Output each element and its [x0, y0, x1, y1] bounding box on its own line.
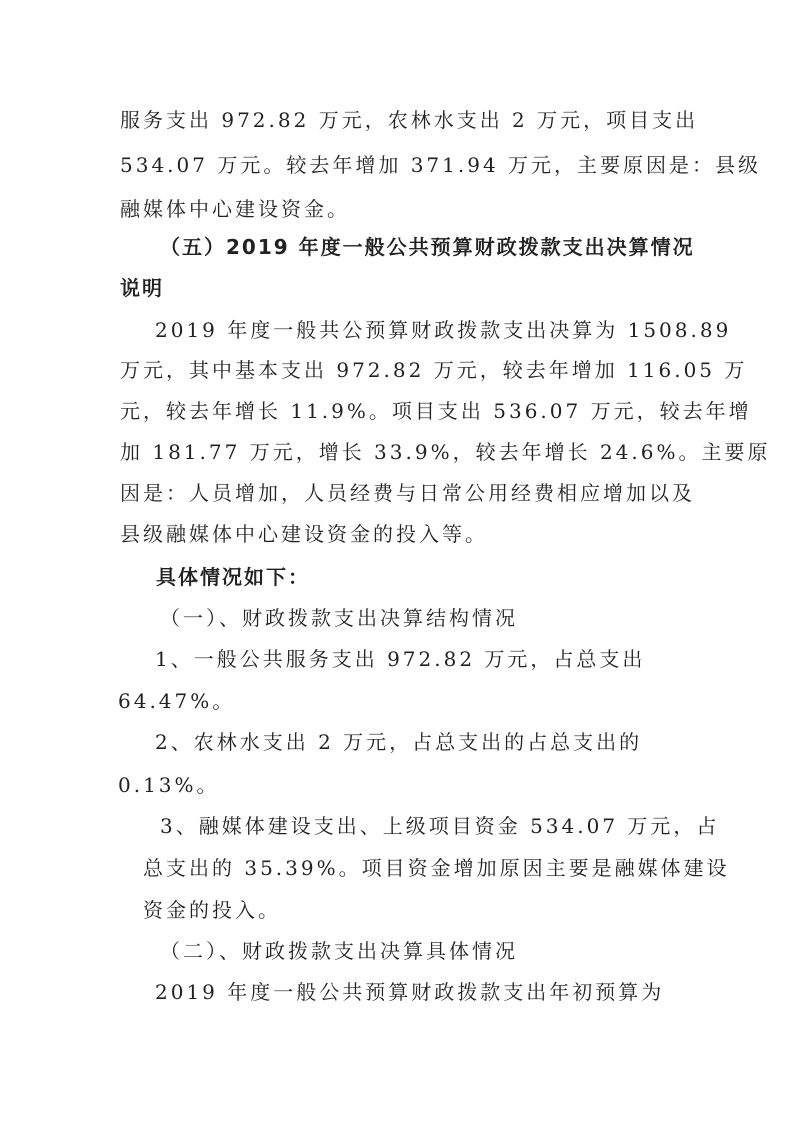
paragraph-line: 万元，其中基本支出 972.82 万元，较去年增加 116.05 万: [120, 358, 748, 382]
paragraph-line: 加 181.77 万元，增长 33.9%，较去年增长 24.6%。主要原: [120, 440, 771, 464]
list-item: 0.13%。: [118, 773, 220, 797]
paragraph-line: 县级融媒体中心建设资金的投入等。: [120, 522, 488, 546]
paragraph-line: （一）、财政拨款支出决算结构情况: [160, 606, 518, 630]
section-heading: 说明: [120, 276, 164, 300]
list-item: 3、融媒体建设支出、上级项目资金 534.07 万元，占: [160, 814, 720, 838]
list-item: 总支出的 35.39%。项目资金增加原因主要是融媒体建设: [143, 856, 730, 880]
paragraph-line: 2019 年度一般共公预算财政拨款支出决算为 1508.89: [155, 318, 732, 342]
paragraph-line: 融媒体中心建设资金。: [120, 197, 350, 221]
subheading: 具体情况如下：: [156, 565, 310, 589]
section-heading: （五）2019 年度一般公共预算财政拨款支出决算情况: [160, 235, 695, 259]
paragraph-line: 534.07 万元。较去年增加 371.94 万元，主要原因是：县级: [120, 153, 762, 177]
paragraph-line: 元，较去年增长 11.9%。项目支出 536.07 万元，较去年增: [120, 399, 752, 423]
paragraph-line: 2019 年度一般公共预算财政拨款支出年初预算为: [155, 980, 665, 1004]
list-item: 2、农林水支出 2 万元，占总支出的占总支出的: [155, 730, 643, 754]
list-item: 1、一般公共服务支出 972.82 万元，占总支出: [155, 647, 646, 671]
paragraph-line: （二）、财政拨款支出决算具体情况: [160, 939, 518, 963]
list-item: 资金的投入。: [143, 898, 281, 922]
paragraph-line: 服务支出 972.82 万元，农林水支出 2 万元，项目支出: [120, 108, 699, 132]
list-item: 64.47%。: [118, 689, 236, 713]
paragraph-line: 因是：人员增加，人员经费与日常公用经费相应增加以及: [120, 481, 695, 505]
